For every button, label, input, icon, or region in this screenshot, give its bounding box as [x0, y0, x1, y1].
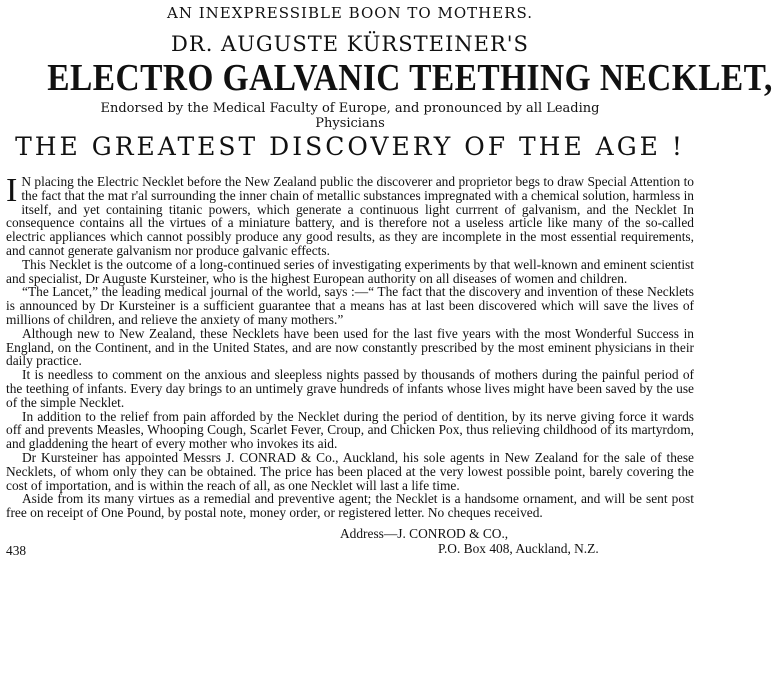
paragraph-8: Aside from its many virtues as a remedial and preventive agent; the Necklet is a handsome ornament, and will be sent post free on receipt of One Pound, by postal note, money order, or registered letter. No cheques received. [6, 491, 694, 521]
paragraph-2: This Necklet is the outcome of a long-continued series of investigating experiments by that well-known and eminent scientist and specialist, Dr Auguste Kursteiner, who is the highest European authority on all diseases of women and children. [6, 256, 694, 286]
endorsement-line: Endorsed by the Medical Faculty of Europe, and pronounced by all Leading Physicians [100, 101, 600, 131]
drop-cap-letter: I [6, 172, 18, 209]
paragraph-7: Dr Kursteiner has appointed Messrs J. CONRAD & Co., Auckland, his sole agents in New Zealand for the sale of these Necklets, of whom only they can be obtained. The price has been placed at the very lowest possible point, barely covering the cost of importation, and is within the reach of all, as one Necklet will last a life time. [6, 449, 694, 493]
paragraph-6: In addition to the relief from pain afforded by the Necklet during the period of dentition, by its nerve giving force it wards off and prevents Measles, Whooping Cough, Scarlet Fever, Croup, and Chicken Pox, thus relieving childhood of its martyrdom, and gladdening the heart of every mother who invokes its aid. [6, 408, 694, 452]
paragraph-1 [6, 172, 694, 258]
doctor-name-heading: DR. AUGUSTE KÜRSTEINER'S [171, 32, 529, 56]
address-line-1: Address—J. CONROD & CO., [340, 525, 509, 541]
advertisement-body [6, 172, 694, 521]
product-title: ELECTRO GALVANIC TEETHING NECKLET, [47, 57, 773, 99]
page-number: 438 [6, 542, 27, 558]
top-tagline: AN INEXPRESSIBLE BOON TO MOTHERS. [166, 4, 533, 22]
advertisement-page [0, 4, 773, 690]
paragraph-4: Although new to New Zealand, these Necklets have been used for the last five years with the most Wonderful Success in England, on the Continent, and in the United States, and are now constantly prescribed by the most eminent physicians in their daily practice. [6, 325, 694, 369]
headline-greatest-discovery: THE GREATEST DISCOVERY OF THE AGE ! [15, 132, 685, 161]
address-line-2: P.O. Box 408, Auckland, N.Z. [438, 540, 599, 556]
paragraph-1-text: N placing the Electric Necklet before the New Zealand public the discoverer and proprietor begs to draw Special Attention to the fact that the mat r'al surrounding the inner chain of metallic substances impregnated with a chemical solution, harmless in itself, and yet containing titanic powers, which generate a continuous light currrent of galvanism, and the Necklet In consequence contains all the virtues of a miniature battery, and is therefore not a useless article like many of the so-called electric appliances which cannot possibly produce any good results, as they are incomplete in the most essential requirements, and cannot generate galvanism nor produce galvanic effects. [6, 174, 694, 258]
footer [6, 526, 694, 562]
paragraph-3: “The Lancet,” the leading medical journal of the world, says :—“ The fact that the discovery and invention of these Necklets is announced by Dr Kursteiner is a sufficient guarantee that a means has at last been discovered which will save the lives of millions of children, and relieve the anxiety of many mothers.” [6, 284, 694, 327]
paragraph-5: It is needless to comment on the anxious and sleepless nights passed by thousands of mothers during the painful period of the teething of infants. Every day brings to an untimely grave hundreds of infants whose lives might have been saved by the use of the simple Necklet. [6, 367, 694, 410]
